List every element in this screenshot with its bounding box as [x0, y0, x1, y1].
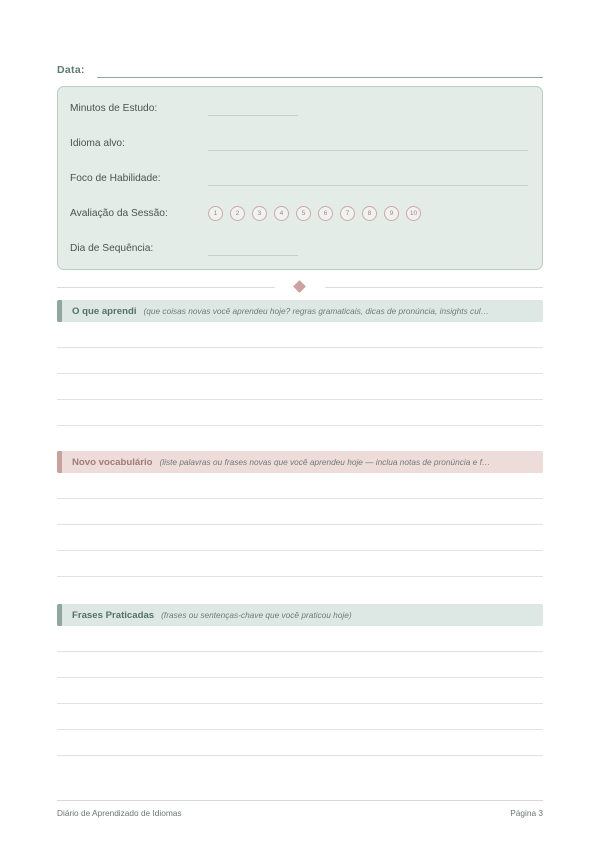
meta-row-streak-day	[70, 235, 532, 261]
section-title: Novo vocabulário	[72, 456, 153, 468]
date-label: Data:	[57, 64, 85, 76]
write-line[interactable]	[57, 551, 543, 577]
section-title: Frases Praticadas	[72, 609, 155, 621]
section-header	[57, 300, 543, 322]
rating-option-8[interactable]: 8	[362, 206, 377, 221]
write-line[interactable]	[57, 730, 543, 756]
write-line[interactable]	[57, 704, 543, 730]
section-accent-bar	[57, 300, 62, 322]
section-write-lines[interactable]	[57, 322, 543, 426]
meta-input-target-language[interactable]	[208, 136, 528, 151]
study-meta-box	[57, 86, 543, 270]
meta-row-minutes	[70, 95, 532, 121]
footer-document-title: Diário de Aprendizado de Idiomas	[57, 807, 182, 818]
date-row	[57, 58, 543, 78]
rating-option-1[interactable]: 1	[208, 206, 223, 221]
meta-input-minutes[interactable]	[208, 101, 298, 116]
write-line[interactable]	[57, 374, 543, 400]
rating-option-6[interactable]: 6	[318, 206, 333, 221]
rating-option-9[interactable]: 9	[384, 206, 399, 221]
section-hint: (liste palavras ou frases novas que você aprendeu hoje — inclua notas de pronúncia e f…	[159, 457, 491, 467]
write-line[interactable]	[57, 499, 543, 525]
section-hint: (que coisas novas você aprendeu hoje? regras gramaticais, dicas de pronúncia, insights cul…	[143, 306, 489, 316]
section-write-lines[interactable]	[57, 626, 543, 756]
section-header	[57, 451, 543, 473]
page-footer	[57, 800, 543, 820]
rating-option-2[interactable]: 2	[230, 206, 245, 221]
write-line[interactable]	[57, 400, 543, 426]
write-line[interactable]	[57, 348, 543, 374]
rating-option-7[interactable]: 7	[340, 206, 355, 221]
write-line[interactable]	[57, 473, 543, 499]
section-accent-bar	[57, 451, 62, 473]
meta-label-streak-day: Dia de Sequência:	[70, 242, 154, 254]
write-line[interactable]	[57, 626, 543, 652]
meta-row-session-rating	[70, 200, 532, 226]
section-accent-bar	[57, 604, 62, 626]
section-hint: (frases ou sentenças-chave que você praticou hoje)	[161, 610, 352, 620]
section-divider	[57, 282, 543, 292]
date-input[interactable]	[97, 63, 543, 78]
divider-line-right	[325, 287, 543, 288]
meta-input-skill-focus[interactable]	[208, 171, 528, 186]
write-line[interactable]	[57, 652, 543, 678]
section-title: O que aprendi	[72, 305, 137, 317]
meta-label-skill-focus: Foco de Habilidade:	[70, 172, 161, 184]
section-what-i-learned	[57, 300, 543, 426]
write-line[interactable]	[57, 525, 543, 551]
section-practiced-phrases	[57, 604, 543, 756]
meta-label-target-language: Idioma alvo:	[70, 137, 125, 149]
meta-label-session-rating: Avaliação da Sessão:	[70, 207, 168, 219]
write-line[interactable]	[57, 678, 543, 704]
write-line[interactable]	[57, 322, 543, 348]
section-write-lines[interactable]	[57, 473, 543, 577]
rating-option-10[interactable]: 10	[406, 206, 421, 221]
session-rating-group[interactable]	[208, 206, 421, 221]
meta-row-skill-focus	[70, 165, 532, 191]
section-header	[57, 604, 543, 626]
footer-page-number: Página 3	[510, 807, 543, 818]
rating-option-3[interactable]: 3	[252, 206, 267, 221]
rating-option-4[interactable]: 4	[274, 206, 289, 221]
meta-label-minutes: Minutos de Estudo:	[70, 102, 158, 114]
meta-row-target-language	[70, 130, 532, 156]
divider-line-left	[57, 287, 275, 288]
section-new-vocabulary	[57, 451, 543, 577]
diamond-ornament-icon	[293, 280, 306, 293]
rating-option-5[interactable]: 5	[296, 206, 311, 221]
meta-input-streak-day[interactable]	[208, 241, 298, 256]
